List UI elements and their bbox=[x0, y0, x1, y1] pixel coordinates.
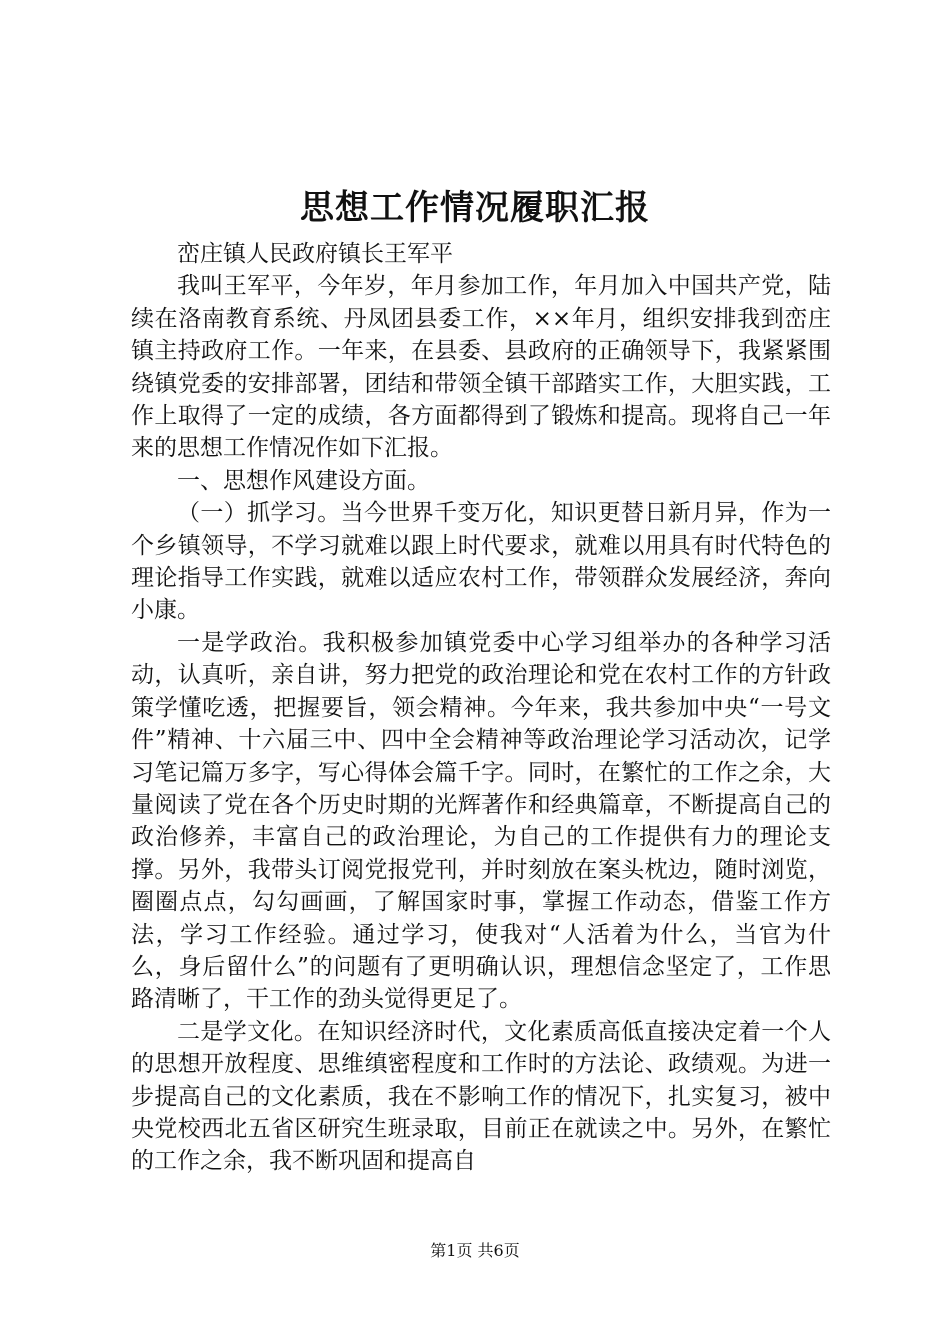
body-paragraph: 我叫王军平，今年岁，年月参加工作，年月加入中国共产党，陆续在洛南教育系统、丹凤团县委工作，××年月，组织安排我到峦庄镇主持政府工作。一年来，在县委、县政府的正确领导下，我紧紧围绕镇党委的安排部署，团结和带领全镇干部踏实工作，大胆实践，工作上取得了一定的成绩，各方面都得到了锻炼和提高。现将自己一年来的思想工作情况作如下汇报。 bbox=[131, 273, 831, 462]
section-heading: 一、思想作风建设方面。 bbox=[177, 467, 430, 494]
body-paragraph: （一）抓学习。当今世界千变万化，知识更替日新月异，作为一个乡镇领导，不学习就难以跟上时代要求，就难以用具有时代特色的理论指导工作实践，就难以适应农村工作，带领群众发展经济，奔向小康。 bbox=[131, 500, 831, 624]
document-body bbox=[131, 238, 831, 1178]
author-line: 峦庄镇人民政府镇长王军平 bbox=[177, 241, 453, 267]
body-paragraph: 一是学政治。我积极参加镇党委中心学习组举办的各种学习活动，认真听，亲自讲，努力把党的政治理论和党在农村工作的方针政策学懂吃透，把握要旨，领会精神。今年来，我共参加中央“一号文件”精神、十六届三中、四中全会精神等政治理论学习活动次，记学习笔记篇万多字，写心得体会篇千字。同时，在繁忙的工作之余，大量阅读了党在各个历史时期的光辉著作和经典篇章，不断提高自己的政治修养，丰富自己的政治理论，为自己的工作提供有力的理论支撑。另外，我带头订阅党报党刊，并时刻放在案头枕边，随时浏览，圈圈点点，勾勾画画，了解国家时事，掌握工作动态，借鉴工作方法，学习工作经验。通过学习，使我对“人活着为什么，当官为什么，身后留什么”的问题有了更明确认识，理想信念坚定了，工作思路清晰了，干工作的劲头觉得更足了。 bbox=[131, 629, 831, 1013]
document-title: 思想工作情况履职汇报 bbox=[300, 188, 650, 228]
body-paragraph: 二是学文化。在知识经济时代，文化素质高低直接决定着一个人的思想开放程度、思维缜密程度和工作时的方法论、政绩观。为进一步提高自己的文化素质，我在不影响工作的情况下，扎实复习，被中央党校西北五省区研究生班录取，目前正在就读之中。另外，在繁忙的工作之余，我不断巩固和提高自 bbox=[131, 1018, 831, 1175]
page-number-footer: 第1页 共6页 bbox=[430, 1241, 520, 1260]
